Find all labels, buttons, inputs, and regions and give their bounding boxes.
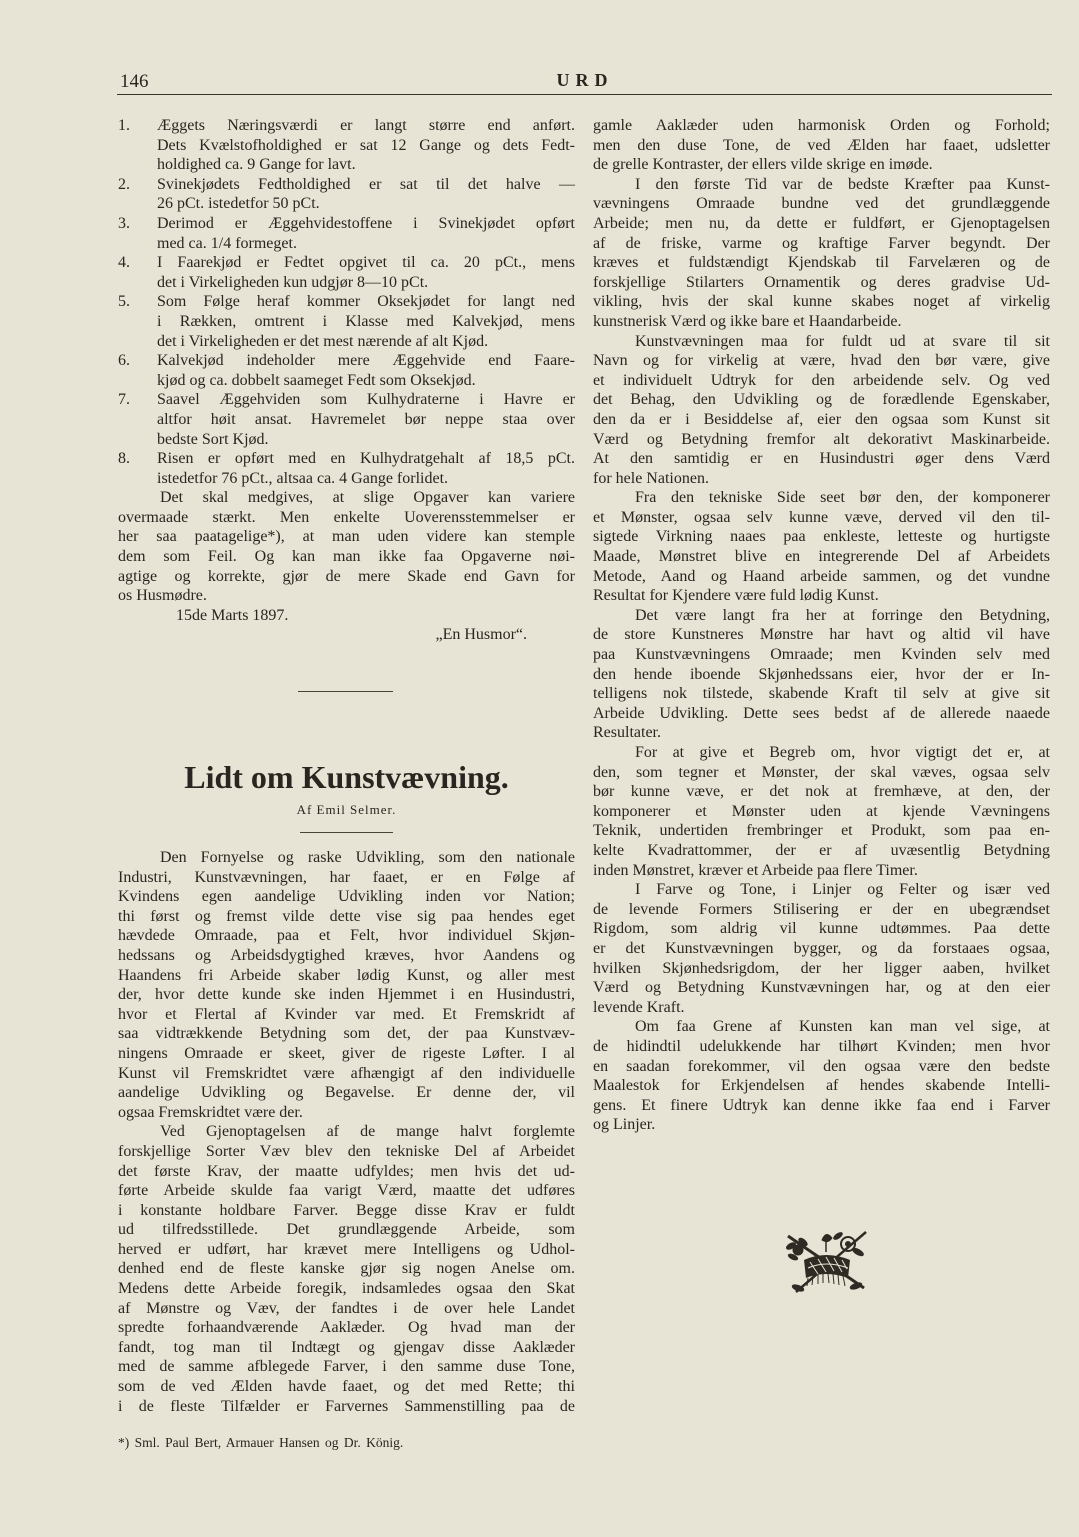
text-line: Værd og Betydning fremfor alt dekorativt Maskinarbeide. — [593, 430, 1050, 448]
text-line: holdighed ca. 9 Gange for lavt. — [157, 156, 356, 174]
text-line: Arbeide Udvikling. Dette sees bedst af de allerede naaede — [593, 704, 1050, 722]
text-line: med ca. 1/4 formeget. — [157, 234, 297, 252]
list-item — [118, 116, 575, 175]
article-column-right — [593, 116, 1050, 1135]
text-line: Metode, Aand og Haand arbeide sammen, og det vundne — [593, 567, 1050, 585]
text-line: kelte Kvadrattommer, der er af uvæsentlig Betydning — [593, 841, 1050, 859]
list-number: 8. — [118, 450, 130, 468]
text-line: ud tilfredsstillede. Det grundlæggende Arbeide, som — [118, 1221, 575, 1239]
text-line: Dets Kvælstofholdighed er sat 12 Gange og dets Fedt- — [157, 136, 575, 154]
text-line: her saa paatagelige*), at man uden videre kan stemple — [118, 528, 575, 546]
list-item — [118, 351, 575, 390]
text-line: førte Arbeide skulde faa varigt Værd, maatte det udføres — [118, 1182, 575, 1200]
paragraph — [593, 116, 1050, 175]
list-item — [118, 390, 575, 449]
text-line: det i Virkeligheden er det mest nærende af alt Kjød. — [157, 332, 489, 350]
text-line: agtige og korrekte, gjør de mere Skade end Gavn for — [118, 567, 575, 585]
text-line: komponerer et Mønster uden at kjende Vævningens — [593, 802, 1050, 820]
text-line: sigtede Virkning naaes paa enkleste, letteste og hurtigste — [593, 528, 1050, 546]
footnote: *) Sml. Paul Bert, Armauer Hansen og Dr. König. — [118, 1435, 404, 1450]
text-line: kræves et fuldstændigt Kjendskab til Farvelæren og de — [593, 254, 1050, 272]
text-line: Æggets Næringsværdi er langt større end anført. — [157, 117, 575, 134]
text-line: gens. Et finere Udtryk kan denne ikke faa end i Farver — [593, 1096, 1050, 1114]
text-line: telligens nok tilstede, skabende Kraft til selv at give sit — [593, 685, 1050, 703]
paragraph — [593, 880, 1050, 1017]
text-line: hedssans og Arbeidsdygtighed kræves, hvor Aandens og — [118, 946, 575, 964]
text-line: et Mønster, ogsaa selv kunne væve, derved vil den til- — [593, 508, 1050, 526]
list-item — [118, 214, 575, 253]
text-line: af de friske, varme og kraftige Farver begyndt. Der — [593, 234, 1050, 252]
text-line: hævdede Omraade, paa et Felt, hvor individuel Skjøn- — [118, 927, 575, 945]
list-number: 7. — [118, 391, 130, 409]
text-line: bedste Sort Kjød. — [157, 430, 269, 448]
text-line: Kunstvævningen maa for fuldt ud at svare til sit — [635, 332, 1050, 350]
article-byline: Af Emil Selmer. — [296, 802, 397, 817]
text-line: hvor et Flertal af Kvinder var med. Et Fremskridt af — [118, 1005, 575, 1023]
text-line: aandelige Udvikling og Begavelse. Er denne der, vil — [118, 1084, 575, 1102]
text-line: 26 pCt. istedetfor 50 pCt. — [157, 195, 320, 213]
text-line: Maade, Mønstret blive en integrerende Del af Arbeidets — [593, 548, 1050, 566]
text-line: af Mønstre og Væv, der fandtes i de over hele Landet — [118, 1299, 575, 1317]
paragraph — [118, 1122, 575, 1416]
text-line: forskjellige Stilarters Ornamentik og deres gradvise Ud- — [593, 273, 1050, 291]
list-number: 5. — [118, 293, 130, 311]
text-line: Ved Gjenoptagelsen af de mange halvt forglemte — [160, 1123, 575, 1141]
text-line: thi først og fremst vilde dette vise sig paa hendes eget — [118, 907, 575, 925]
text-line: ningens Omraade er skeet, giver de rigeste Løfter. I al — [118, 1044, 575, 1062]
article-column-left — [118, 848, 575, 1416]
text-line: Arbeide; men nu, da dette er fuldført, er Gjenoptagelsen — [593, 214, 1050, 232]
paragraph — [593, 488, 1050, 606]
text-line: Navn og for virkelig at være, hvad den bør være, give — [593, 352, 1050, 370]
text-line: dem som Feil. Og kan man ikke faa Opgaverne nøi- — [118, 548, 575, 566]
text-line: kjød og ca. dobbelt saameget Fedt som Oksekjød. — [157, 371, 476, 389]
text-line: for hele Nationen. — [593, 469, 709, 487]
text-line: er det Kunstvævningen bygger, og da forstaaes ogsaa, — [593, 939, 1050, 957]
text-line: For at give et Begreb om, hvor vigtigt det er, at — [635, 744, 1050, 761]
text-line: hvilken Skjønhedsrigdom, der her ligger aaben, hvilket — [593, 959, 1050, 977]
text-line: inden Mønstret, kræver et Arbeide paa flere Timer. — [593, 861, 918, 879]
text-line: altfor høit ansat. Havremelet bør neppe staa over — [157, 410, 575, 428]
text-line: paa Kunstvævningens Omraade; men Kvinden selv med — [593, 646, 1050, 664]
text-line: herved er udført, har krævet mere Intelligens og Udhol- — [118, 1240, 575, 1258]
paragraph — [593, 1017, 1050, 1135]
text-line: Det være langt fra her at forringe den Betydning, — [635, 606, 1050, 624]
text-line: men den duse Tone, de ved Ælden har faaet, udsletter — [593, 136, 1050, 154]
text-line: Kvindens egen aandelige Udvikling inden vor Nation; — [118, 888, 575, 906]
text-line: os Husmødre. — [118, 587, 207, 605]
text-line: i konstante holdbare Farver. Begge disse Krav er fuldt — [118, 1201, 575, 1219]
text-line: I Farve og Tone, i Linjer og Felter og især ved — [635, 881, 1050, 899]
text-line: vævningens Omraade bundne ved det grundlæggende — [593, 195, 1050, 213]
numbered-list — [118, 116, 575, 488]
text-line: de levende Formers Stilisering er der en ubegrændset — [593, 900, 1050, 918]
title-divider — [300, 832, 393, 833]
text-line: en saadan forekommer, vil den ogsaa være den bedste — [593, 1057, 1050, 1075]
text-line: overmaade stærkt. Men enkelte Uoverensstemmelser er — [118, 508, 575, 526]
text-line: det første Krav, der maatte udfyldes; men hvis det ud- — [118, 1162, 575, 1180]
list-item — [118, 449, 575, 488]
list-number: 2. — [118, 175, 130, 193]
running-title: URD — [556, 70, 614, 90]
paragraph — [593, 175, 1050, 332]
text-line: forskjellige Sorter Væv blev den tekniske Del af Arbeidet — [118, 1142, 575, 1160]
letter-date: 15de Marts 1897. — [176, 606, 289, 624]
text-line: Fra den tekniske Side seet bør den, der komponerer — [635, 489, 1050, 507]
text-line: gamle Aaklæder uden harmonisk Orden og Forhold; — [593, 117, 1050, 134]
text-line: Saavel Æggehviden som Kulhydraterne i Havre er — [157, 391, 575, 409]
text-line: spredte forhaandværende Aaklæder. Og hvad man der — [118, 1319, 575, 1337]
tailpiece-ornament-image — [778, 1220, 874, 1304]
text-line: saa vidtrækkende Betydning som det, der paa Kunstvæv- — [118, 1025, 575, 1043]
reader-letter — [118, 116, 575, 645]
text-line: de store Kunstneres Mønstre har havt og altid vil have — [593, 626, 1050, 644]
text-line: den hende iboende Skjønhedssans eier, hvor der er In- — [593, 665, 1050, 683]
text-line: den, som tegner et Mønster, der skal væves, ogsaa selv — [593, 763, 1050, 781]
text-line: i de fleste Tilfælder er Farvernes Sammenstilling paa de — [118, 1397, 575, 1415]
text-line: den da er i Besiddelse af, eier den ogsaa som Kunst sit — [593, 410, 1050, 428]
text-line: de hidindtil udelukkende har tilhørt Kvinden; men hvor — [593, 1037, 1050, 1055]
text-line: Medens dette Arbeide foregik, indsamledes ogsaa den Skat — [118, 1280, 575, 1298]
text-line: fandt, tog man til Indtægt og gjengav disse Aaklæder — [118, 1338, 575, 1356]
text-line: Værd og Betydning Kunstvævningen har, og at den eier — [593, 979, 1050, 997]
article-title: Lidt om Kunstvævning. — [184, 759, 509, 795]
letter-signature: „En Husmor“. — [435, 626, 527, 644]
list-item — [118, 292, 575, 351]
text-line: bør kunne væve, er det nok at fremhæve, at den, der — [593, 783, 1050, 801]
text-line: Haandens fri Arbeide skaber lødig Kunst, og aller mest — [118, 966, 575, 984]
text-line: ogsaa Fremskridtet være der. — [118, 1103, 303, 1121]
text-line: At den samtidig er en Husindustri øger dens Værd — [593, 450, 1050, 468]
list-number: 3. — [118, 214, 130, 232]
paragraph — [118, 488, 575, 606]
text-line: Det skal medgives, at slige Opgaver kan variere — [160, 489, 575, 507]
text-line: et individuelt Udtryk for den arbeidende selv. Og ved — [593, 371, 1050, 389]
header-rule — [117, 94, 1052, 95]
text-line: Resultat for Kjendere være fuld lødig Kunst. — [593, 587, 879, 605]
text-line: i Rækken, omtrent i Klasse med Kalvekjød, mens — [157, 312, 575, 330]
text-line: Kunst vil Fremskridtet være afhængigt af den individuelle — [118, 1064, 575, 1082]
text-line: Om faa Grene af Kunsten kan man vel sige, at — [635, 1018, 1050, 1036]
list-number: 1. — [118, 117, 130, 134]
text-line: Risen er opført med en Kulhydratgehalt af 18,5 pCt. — [157, 450, 575, 468]
text-line: Industri, Kunstvævningen, har faaet, er en Følge af — [118, 868, 575, 886]
text-line: Som Følge heraf kommer Oksekjødet for langt ned — [157, 293, 575, 311]
list-item — [118, 175, 575, 214]
text-line: denhed end de fleste kanske gjør sig nogen Anelse om. — [118, 1260, 575, 1278]
paragraph — [593, 332, 1050, 489]
text-line: Kalvekjød indeholder mere Æggehvide end Faare- — [157, 352, 575, 370]
text-line: istedetfor 76 pCt., altsaa ca. 4 Gange forlidet. — [157, 469, 449, 487]
text-line: Derimod er Æggehvidestoffene i Svinekjødet opført — [157, 214, 575, 232]
text-line: det Behag, den Udvikling og de forædlende Egenskaber, — [593, 391, 1050, 409]
text-line: Den Fornyelse og raske Udvikling, som den nationale — [160, 849, 575, 866]
text-line: levende Kraft. — [593, 998, 685, 1016]
text-line: Svinekjødets Fedtholdighed er sat til det halve — — [157, 175, 575, 193]
text-line: vikling, hvis der skal kunne skabes noget af virkelig — [593, 293, 1050, 311]
paragraph — [118, 848, 575, 1122]
section-divider — [298, 691, 393, 692]
text-line: der, hvor dette kunde ske inden Hjemmet i en Husindustri, — [118, 986, 575, 1004]
text-line: Resultater. — [593, 724, 661, 742]
text-line: kunstnerisk Værd og ikke bare et Haandarbeide. — [593, 312, 902, 330]
page-number: 146 — [120, 71, 149, 92]
list-number: 6. — [118, 352, 130, 370]
paragraph — [593, 606, 1050, 743]
text-line: Rigdom, som aldrig vil kunne udtømmes. Paa dette — [593, 920, 1050, 938]
text-line: I den første Tid var de bedste Kræfter paa Kunst- — [635, 175, 1050, 193]
text-line: Maalestok for Erkjendelsen af hendes skabende Intelli- — [593, 1077, 1050, 1095]
paragraph — [593, 743, 1050, 880]
letter-closing — [118, 488, 575, 606]
text-line: det i Virkeligheden kun udgjør 8—10 pCt. — [157, 273, 429, 291]
text-line: som de ved Ælden havde faaet, og det med Rette; thi — [118, 1378, 575, 1396]
text-line: med de samme afblegede Farver, i den samme duse Tone, — [118, 1358, 575, 1376]
text-line: I Faarekjød er Fedtet opgivet til ca. 20 pCt., mens — [157, 254, 575, 272]
text-line: de grelle Kontraster, der ellers vilde skrige en imøde. — [593, 156, 933, 174]
list-number: 4. — [118, 254, 130, 272]
text-line: Teknik, undertiden frembringer et Produkt, som paa en- — [593, 822, 1050, 840]
list-item — [118, 253, 575, 292]
text-line: og Linjer. — [593, 1116, 656, 1134]
